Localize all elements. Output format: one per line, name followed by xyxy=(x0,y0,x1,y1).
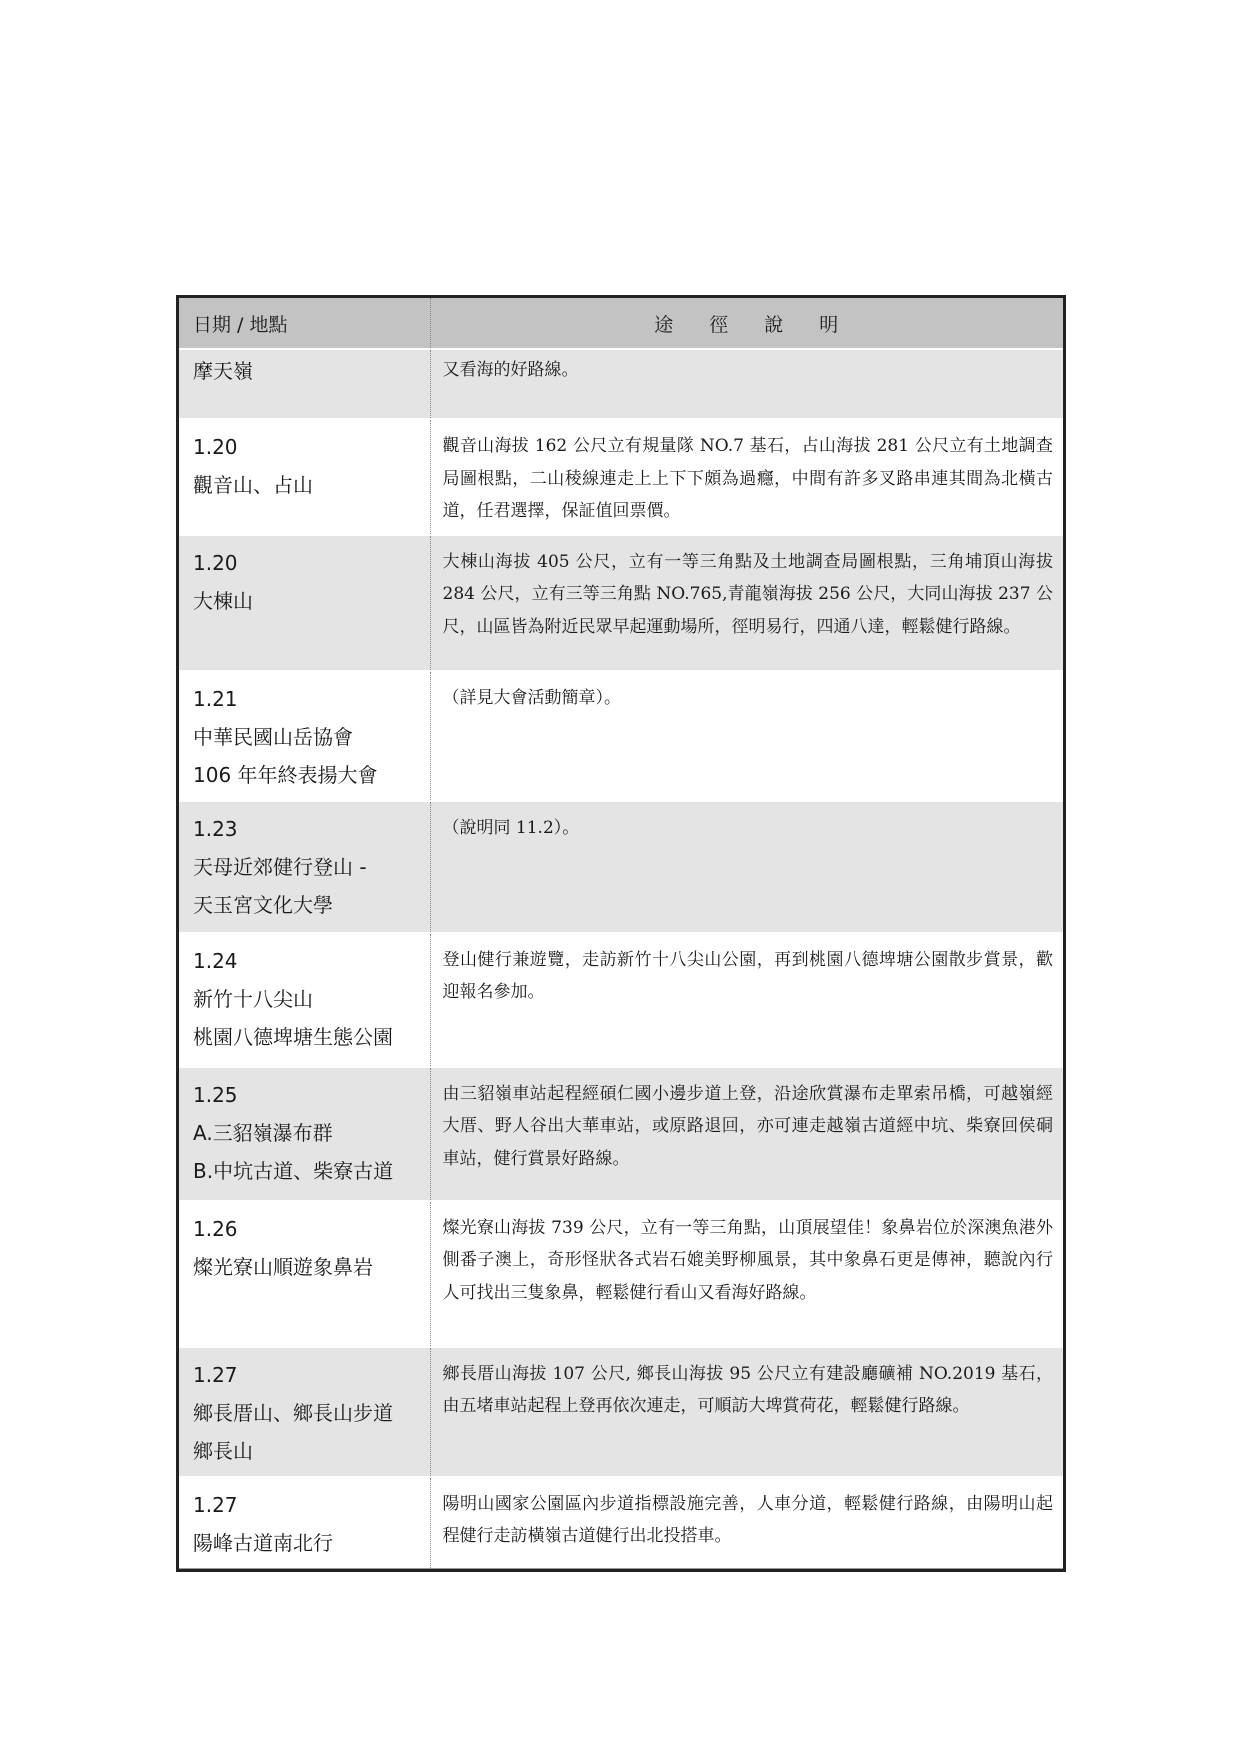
route-description: 又看海的好路線。 xyxy=(442,360,579,380)
description-cell xyxy=(430,349,1063,419)
date-location-cell xyxy=(179,1477,430,1569)
location-line: 陽峰古道南北行 xyxy=(193,1530,333,1555)
description-cell xyxy=(430,535,1063,671)
trip-date: 1.23 xyxy=(193,816,238,841)
description-cell xyxy=(430,1067,1063,1201)
location-line: A.三貂嶺瀑布群 xyxy=(193,1120,333,1145)
location-line: 106 年年終表揚大會 xyxy=(193,762,378,787)
description-cell xyxy=(430,1347,1063,1477)
date-location-cell xyxy=(179,801,430,933)
description-cell xyxy=(430,1477,1063,1569)
date-location-cell xyxy=(179,419,430,535)
location-line: 新竹十八尖山 xyxy=(193,986,313,1011)
description-cell xyxy=(430,1201,1063,1347)
route-description: （說明同 11.2）。 xyxy=(442,817,580,838)
route-description: 陽明山國家公園區內步道指標設施完善，人車分道，輕鬆健行路線，由陽明山起程健行走訪橫嶺古道健行出北投搭車。 xyxy=(442,1493,1053,1546)
route-description: 由三貂嶺車站起程經碩仁國小邊步道上登，沿途欣賞瀑布走單索吊橋，可越嶺經大厝、野人谷出大華車站，或原路退回，亦可連走越嶺古道經中坑、柴寮回侯硐車站，健行賞景好路線。 xyxy=(442,1083,1053,1169)
trip-date: 1.27 xyxy=(193,1362,238,1387)
date-location-cell xyxy=(179,933,430,1067)
location-line: 桃園八德埤塘生態公園 xyxy=(193,1024,393,1049)
trip-date: 1.25 xyxy=(193,1082,238,1107)
itinerary-table-frame xyxy=(176,295,1066,1572)
trip-date: 1.26 xyxy=(193,1216,238,1241)
trip-date: 1.20 xyxy=(193,435,238,459)
itinerary-table xyxy=(179,298,1063,1569)
location-line: 天母近郊健行登山 - xyxy=(193,854,367,879)
description-cell xyxy=(430,671,1063,801)
description-cell xyxy=(430,419,1063,535)
date-location-cell xyxy=(179,535,430,671)
table-row xyxy=(179,671,1063,801)
route-description: 大棟山海拔 405 公尺，立有一等三角點及土地調查局圖根點，三角埔頂山海拔 284 公尺，立有三等三角點 NO.765,青龍嶺海拔 256 公尺，大同山海拔 237 公尺，山區皆為附近民眾早起運動場所，徑明易行，四通八達，輕鬆健行路線。 xyxy=(442,551,1053,637)
description-cell xyxy=(430,801,1063,933)
table-row xyxy=(179,349,1063,419)
table-header-row xyxy=(179,298,1063,349)
location-line: 摩天嶺 xyxy=(193,359,253,383)
location-line: 燦光寮山順遊象鼻岩 xyxy=(193,1254,373,1279)
trip-date: 1.24 xyxy=(193,948,238,973)
table-row xyxy=(179,801,1063,933)
route-description: 燦光寮山海拔 739 公尺，立有一等三角點，山頂展望佳！象鼻岩位於深澳魚港外側番子澳上，奇形怪狀各式岩石媲美野柳風景，其中象鼻石更是傳神，聽說內行人可找出三隻象鼻，輕鬆健行看山又看海好路線。 xyxy=(442,1217,1053,1303)
location-line: 天玉宮文化大學 xyxy=(193,892,333,917)
table-row xyxy=(179,933,1063,1067)
date-location-cell xyxy=(179,671,430,801)
trip-date: 1.27 xyxy=(193,1492,238,1517)
header-route-description: 途徑說明 xyxy=(430,298,1063,349)
trip-date: 1.20 xyxy=(193,550,238,575)
route-description: 登山健行兼遊覽，走訪新竹十八尖山公園，再到桃園八德埤塘公園散步賞景，歡迎報名參加。 xyxy=(442,949,1053,1002)
date-location-cell xyxy=(179,1067,430,1201)
route-description: （詳見大會活動簡章）。 xyxy=(442,687,621,708)
table-row xyxy=(179,535,1063,671)
trip-date: 1.21 xyxy=(193,686,238,711)
header-date-location: 日期 / 地點 xyxy=(179,298,430,349)
route-description: 鄉長厝山海拔 107 公尺, 鄉長山海拔 95 公尺立有建設廳礦補 NO.2019 基石，由五堵車站起程上登再依次連走，可順訪大埤賞荷花，輕鬆健行路線。 xyxy=(442,1363,1053,1416)
location-line: B.中坑古道、柴寮古道 xyxy=(193,1158,394,1183)
location-line: 鄉長厝山、鄉長山步道 xyxy=(193,1400,393,1425)
route-description: 觀音山海拔 162 公尺立有規量隊 NO.7 基石，占山海拔 281 公尺立有土地調查局圖根點，二山稜線連走上上下下頗為過癮，中間有許多叉路串連其間為北橫古道，任君選擇，保証值回票價。 xyxy=(442,436,1053,521)
table-row xyxy=(179,1477,1063,1569)
table-row xyxy=(179,1067,1063,1201)
table-row xyxy=(179,419,1063,535)
description-cell xyxy=(430,933,1063,1067)
date-location-cell xyxy=(179,1347,430,1477)
table-row xyxy=(179,1347,1063,1477)
table-row xyxy=(179,1201,1063,1347)
date-location-cell xyxy=(179,349,430,419)
location-line: 觀音山、占山 xyxy=(193,473,313,497)
location-line: 鄉長山 xyxy=(193,1438,253,1463)
location-line: 大棟山 xyxy=(193,588,253,613)
location-line: 中華民國山岳協會 xyxy=(193,724,353,749)
date-location-cell xyxy=(179,1201,430,1347)
